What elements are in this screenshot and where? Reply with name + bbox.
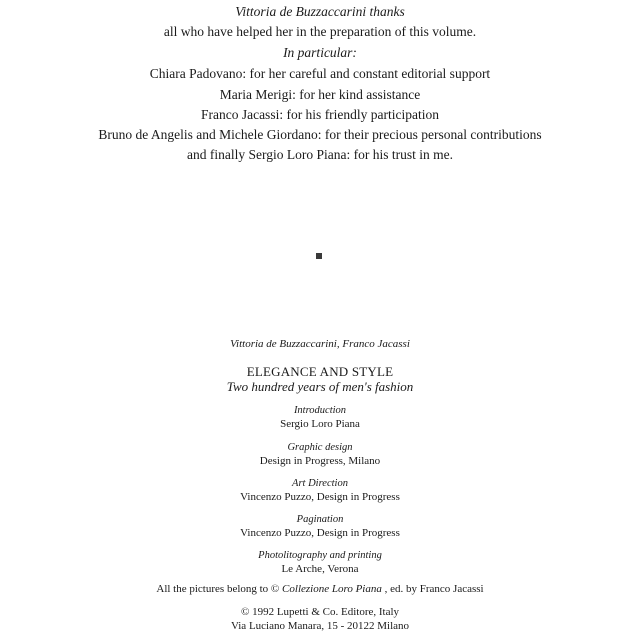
pictures-credit-collection: Collezione Loro Piana (282, 583, 382, 595)
acknowledgement-heading: Vittoria de Buzzaccarini thanks (235, 4, 405, 19)
credit-role-art-direction: Art Direction (292, 478, 348, 489)
credit-name-art-direction: Vincenzo Puzzo, Design in Progress (240, 491, 400, 503)
book-title: ELEGANCE AND STYLE (246, 364, 394, 379)
separator-square-icon (316, 253, 322, 259)
thanks-item: Maria Merigi: for her kind assistance (219, 87, 421, 102)
credit-role-graphic-design: Graphic design (287, 442, 353, 453)
credit-name-graphic-design: Design in Progress, Milano (259, 455, 381, 467)
copyright-notice: © 1992 Lupetti & Co. Editore, Italy (240, 606, 400, 618)
thanks-item: Chiara Padovano: for her careful and constant editorial support (149, 66, 491, 81)
credit-role-introduction: Introduction (293, 405, 347, 416)
credit-role-photolitography: Photolitography and printing (258, 550, 382, 561)
thanks-item: Franco Jacassi: for his friendly participation (200, 107, 440, 122)
acknowledgement-intro: all who have helped her in the preparation of this volume. (163, 24, 477, 39)
thanks-item: and finally Sergio Loro Piana: for his trust in me. (187, 147, 453, 162)
acknowledgement-in-particular: In particular: (283, 45, 357, 60)
credit-name-introduction: Sergio Loro Piana (280, 418, 360, 430)
publisher-address: Via Luciano Manara, 15 - 20122 Milano (230, 620, 410, 632)
credit-role-pagination: Pagination (296, 514, 344, 525)
credit-name-pagination: Vincenzo Puzzo, Design in Progress (240, 527, 400, 539)
credit-name-photolitography: Le Arche, Verona (281, 563, 359, 575)
pictures-credit (0, 583, 640, 595)
thanks-item: Bruno de Angelis and Michele Giordano: for their precious personal contributions (98, 127, 542, 142)
book-authors: Vittoria de Buzzaccarini, Franco Jacassi (230, 338, 410, 350)
pictures-credit-suffix: , ed. by Franco Jacassi (384, 583, 484, 595)
pictures-credit-prefix: All the pictures belong to © (156, 583, 280, 595)
book-subtitle: Two hundred years of men's fashion (226, 379, 414, 394)
